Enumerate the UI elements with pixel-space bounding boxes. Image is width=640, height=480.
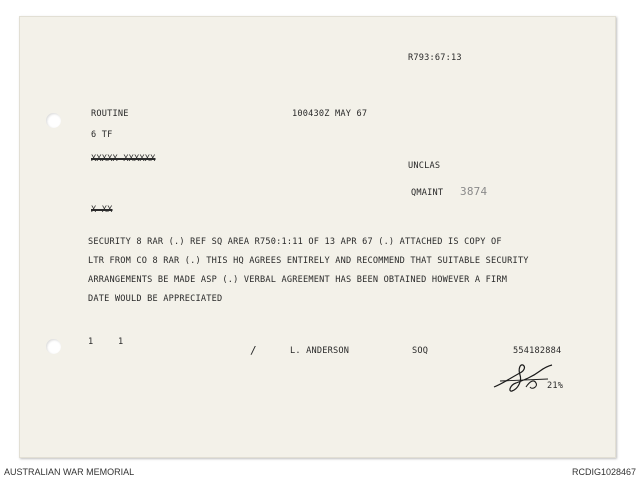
qmaint-number: 3874	[460, 185, 488, 198]
archive-name: AUSTRALIAN WAR MEMORIAL	[4, 467, 135, 477]
body-line-3: ARRANGEMENTS BE MADE ASP (.) VERBAL AGREEMENT HAS BEEN OBTAINED HOWEVER A FIRM	[88, 275, 508, 285]
archive-footer	[0, 464, 640, 480]
time-of-dispatch: 21%	[547, 381, 564, 391]
struck-out-line: XXXXX XXXXXX	[91, 154, 156, 164]
classification: UNCLAS	[408, 161, 441, 171]
body-line-1: SECURITY 8 RAR (.) REF SQ AREA R750:1:11 OF 13 APR 67 (.) ATTACHED IS COPY OF	[88, 237, 502, 247]
releasing-officer-name: L. ANDERSON	[290, 346, 350, 356]
count-a: 1	[88, 337, 94, 347]
date-time-group: 100430Z MAY 67	[292, 109, 368, 119]
struck-out-short: X XX	[91, 205, 113, 215]
addressee: 6 TF	[91, 130, 113, 140]
reference-number: R793:67:13	[408, 53, 462, 63]
precedence: ROUTINE	[91, 109, 129, 119]
unit-code: SOQ	[412, 346, 429, 356]
body-line-2: LTR FROM CO 8 RAR (.) THIS HQ AGREES ENTIRELY AND RECOMMEND THAT SUITABLE SECURITY	[88, 256, 529, 266]
body-line-4: DATE WOULD BE APPRECIATED	[88, 294, 223, 304]
punch-hole-bottom	[46, 339, 61, 354]
handwritten-signature	[490, 357, 560, 397]
count-b: 1	[118, 337, 124, 347]
archive-record-id: RCDIG1028467	[571, 467, 636, 477]
punch-hole-top	[46, 113, 61, 128]
qmaint-label: QMAINT	[411, 188, 444, 198]
phone-number: 554182884	[513, 346, 562, 356]
slash-mark: /	[250, 344, 257, 357]
